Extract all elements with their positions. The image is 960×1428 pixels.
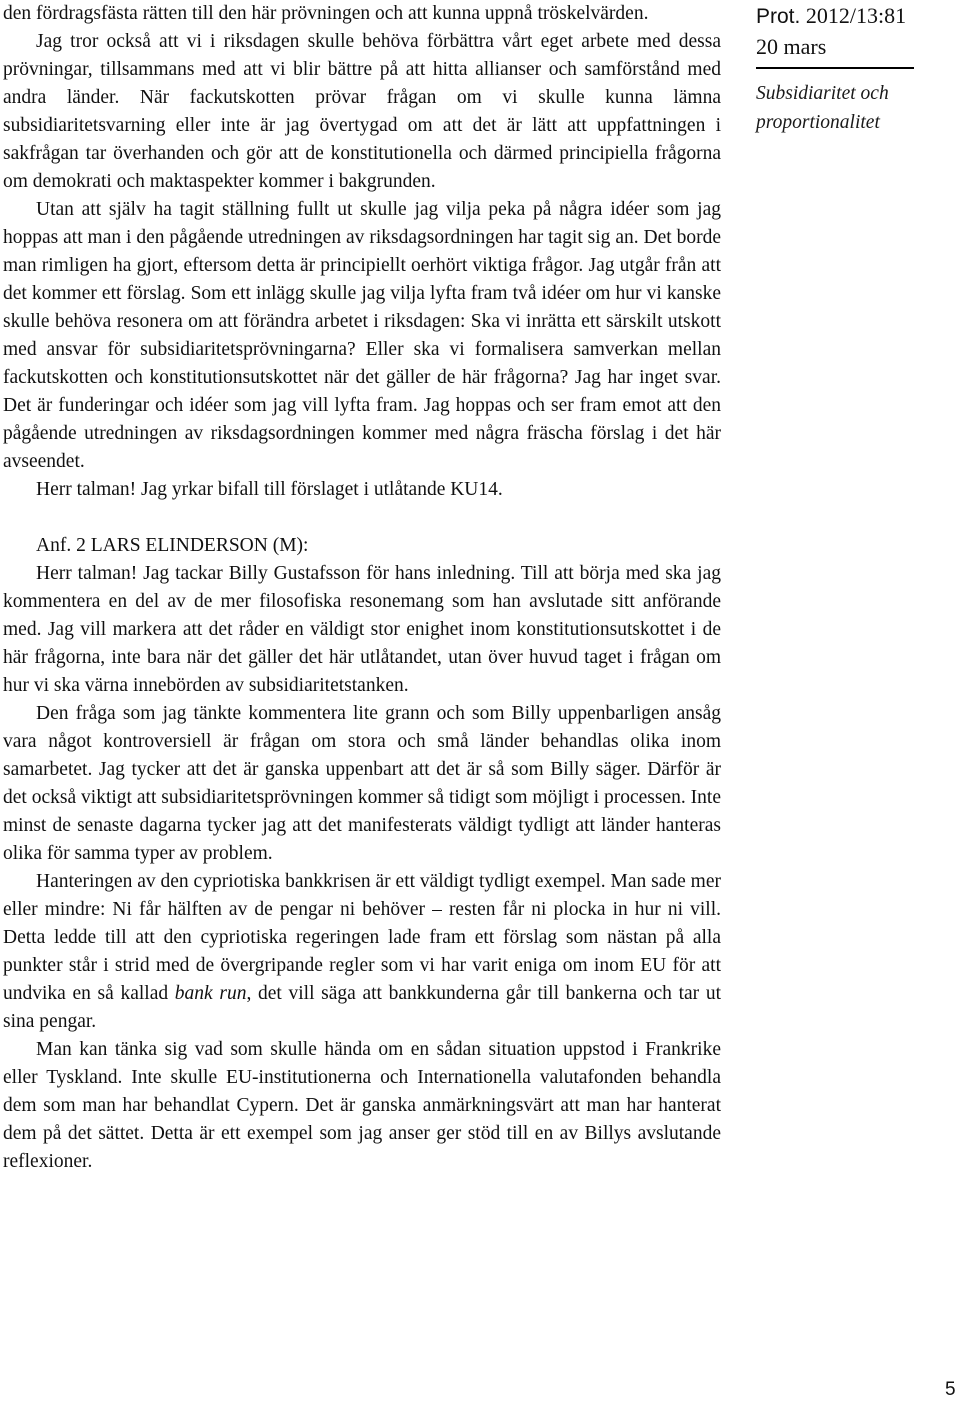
emphasis-text: bank run xyxy=(174,983,247,1004)
topic-line: proportionalitet xyxy=(756,112,880,133)
paragraph-text: , det vill säga att bankkunderna går till bankerna och tar ut sina pengar. xyxy=(3,983,721,1032)
speaker-heading: Anf. 2 LARS ELINDERSON (M): xyxy=(36,535,309,556)
session-date: 20 mars xyxy=(756,34,827,59)
topic-line: Subsidiaritet och xyxy=(756,83,889,104)
paragraph: Herr talman! Jag yrkar bifall till förslaget i utlåtande KU14. xyxy=(36,479,503,500)
paragraph: Utan att själv ha tagit ställning fullt ut skulle jag vilja peka på några idéer som jag hoppas att man i den pågående utredningen av riksdagsordningen har tagit sig an. Det borde man rimligen ha gjort, eftersom detta är principiellt oerhört viktiga frågor. Jag utgår från att det kommer ett förslag. Som ett inlägg skulle jag vilja lyfta fram två idéer om hur vi kanske skulle behöva resonera om att förändra arbetet i riksdagen: Ska vi inrätta ett särskilt utskott med ansvar för subsidiaritetsprövningarna? Eller ska vi formalisera samverkan mellan fackutskotten och konstitutionsutskottet när det gäller de här frågorna? Jag har inget svar. Det är funderingar och idéer som jag vill lyfta fram. Jag hoppas och ser fram emot att den pågående utredningen av riksdagsordningen kommer med några fräscha förslag i det här avseendet. xyxy=(3,199,721,472)
margin-sidebar xyxy=(756,2,956,137)
protocol-number: 2012/13:81 xyxy=(805,3,907,28)
page-number: 5 xyxy=(945,1379,956,1400)
protocol-reference xyxy=(756,2,956,31)
paragraph: Man kan tänka sig vad som skulle hända om en sådan situation uppstod i Frankrike eller Tyskland. Inte skulle EU-institutionerna och Internationella valutafonden behandla dem som man har behandlat Cypern. Det är ganska anmärkningsvärt att man har hanterat dem på det sättet. Detta är ett exempel som jag anser ger stöd till en av Billys avslutande reflexioner. xyxy=(3,1039,721,1172)
divider xyxy=(756,67,914,69)
protocol-label: Prot. xyxy=(756,5,801,28)
paragraph-text: Hanteringen av den cypriotiska bankkrisen är ett väldigt tydligt exempel. Man sade mer eller mindre: Ni får hälften av de pengar ni behöver – resten får ni plocka in hur ni vill. Detta ledde till att den cypriotiska regeringen lade fram ett förslag som nästan på alla punkter står i strid med de övergripande regler som vi har varit eniga om inom EU för att undvika en så kallad xyxy=(3,871,721,1004)
paragraph xyxy=(3,868,721,1036)
paragraph: Herr talman! Jag tackar Billy Gustafsson för hans inledning. Till att börja med ska jag kommentera en del av de mer filosofiska resonemang som han avslutade sitt anförande med. Jag vill markera att det råder en väldigt stor enighet inom konstitutionsutskottet i de här frågorna, inte bara när det gäller det här utlåtandet, utan över huvud taget i frågan om hur vi ska värna innebörden av subsidiaritetstanken. xyxy=(3,563,721,696)
main-text-column xyxy=(3,0,721,1176)
paragraph: den fördragsfästa rätten till den här prövningen och att kunna uppnå tröskelvärden. xyxy=(3,3,649,24)
paragraph: Den fråga som jag tänkte kommentera lite grann och som Billy uppenbarligen ansåg vara något kontroversiell är frågan om stora och små länder behandlas olika inom samarbetet. Jag tycker att det är ganska uppenbart att det är så som Billy säger. Därför är det också viktigt att subsidiaritetsprövningen kommer så tidigt som möjligt i processen. Inte minst de senaste dagarna tycker jag att det manifesterats väldigt tydligt att länder hanteras olika för samma typer av problem. xyxy=(3,703,721,864)
paragraph: Jag tror också att vi i riksdagen skulle behöva förbättra vårt eget arbete med dessa prövningar, tillsammans med att vi blir bättre på att hitta allianser och samförstånd med andra länder. När fackutskotten prövar frågan om vi skulle kunna lämna subsidiaritetsvarning eller inte är jag övertygad om att det är lätt att uppfattningen i sakfrågan tar överhanden och gör att de konstitutionella och därmed principiella frågorna om demokrati och maktaspekter kommer i bakgrunden. xyxy=(3,31,721,192)
